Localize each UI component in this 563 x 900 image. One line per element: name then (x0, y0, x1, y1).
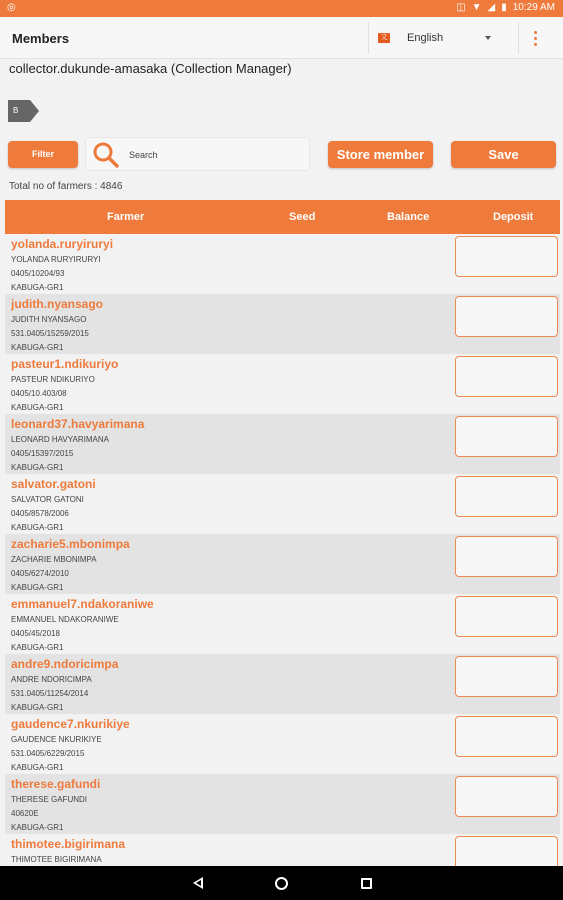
deposit-input[interactable] (455, 416, 558, 457)
farmer-name: LEONARD HAVYARIMANA (11, 435, 109, 444)
farmer-group: KABUGA-GR1 (11, 643, 64, 652)
app-bar (0, 17, 563, 59)
farmer-code: 531.0405/6229/2015 (11, 749, 85, 758)
table-row (5, 294, 560, 354)
deposit-input[interactable] (455, 476, 558, 517)
table-row (5, 774, 560, 834)
farmer-name: EMMANUEL NDAKORANIWE (11, 615, 119, 624)
farmer-username: gaudence7.nkurikiye (11, 717, 130, 731)
farmer-username: leonard37.havyarimana (11, 417, 145, 431)
column-header-farmer: Farmer (107, 211, 145, 223)
store-member-button[interactable]: Store member (328, 141, 433, 168)
overflow-menu-button[interactable] (518, 22, 550, 54)
farmer-code: 0405/6274/2010 (11, 569, 69, 578)
table-row (5, 534, 560, 594)
table-row (5, 474, 560, 534)
farmer-name: SALVATOR GATONI (11, 495, 84, 504)
farmer-name: THERESE GAFUNDI (11, 795, 88, 804)
home-icon[interactable] (275, 877, 288, 890)
language-flag-icon: 文 (378, 33, 390, 43)
table-row (5, 354, 560, 414)
farmer-name: PASTEUR NDIKURIYO (11, 375, 95, 384)
language-selected: English (407, 32, 444, 44)
deposit-input[interactable] (455, 656, 558, 697)
farmer-code: 0405/10204/93 (11, 269, 65, 278)
table-row (5, 234, 560, 294)
save-button[interactable]: Save (451, 141, 556, 168)
farmer-group: KABUGA-GR1 (11, 823, 64, 832)
farmer-group: KABUGA-GR1 (11, 763, 64, 772)
farmer-username: pasteur1.ndikuriyo (11, 357, 119, 371)
farmer-name: ZACHARIE MBONIMPA (11, 555, 97, 564)
farmer-code: 531.0405/15259/2015 (11, 329, 89, 338)
overflow-dot-icon (534, 37, 537, 40)
farmer-name: THIMOTEE BIGIRIMANA (11, 855, 102, 864)
deposit-input[interactable] (455, 356, 558, 397)
search-input[interactable] (85, 137, 310, 171)
farmer-group: KABUGA-GR1 (11, 463, 64, 472)
column-header-balance: Balance (387, 211, 430, 223)
tag-label: B (13, 106, 19, 115)
farmer-group: KABUGA-GR1 (11, 403, 64, 412)
deposit-input[interactable] (455, 236, 558, 277)
farmer-username: emmanuel7.ndakoraniwe (11, 597, 154, 611)
farmer-name: YOLANDA RURYIRURYI (11, 255, 101, 264)
tag-body (8, 100, 30, 122)
app-notification-icon: ◎ (7, 2, 16, 13)
farmer-code: 0405/15397/2015 (11, 449, 74, 458)
overflow-dot-icon (534, 31, 537, 34)
column-header-deposit: Deposit (493, 211, 534, 223)
table-header (5, 200, 560, 234)
chevron-down-icon (485, 36, 491, 40)
table-row (5, 594, 560, 654)
farmer-group: KABUGA-GR1 (11, 703, 64, 712)
overflow-dot-icon (534, 43, 537, 46)
tag-point (30, 100, 39, 122)
farmer-username: salvator.gatoni (11, 477, 96, 491)
search-icon[interactable] (92, 141, 120, 169)
recent-apps-icon[interactable] (361, 878, 372, 889)
farmer-code: 531.0405/11254/2014 (11, 689, 89, 698)
filter-button[interactable]: Filter (8, 141, 78, 168)
table-row (5, 714, 560, 774)
wifi-icon: ▼ (471, 2, 482, 13)
deposit-input[interactable] (455, 596, 558, 637)
deposit-input[interactable] (455, 716, 558, 757)
deposit-input[interactable] (455, 536, 558, 577)
farmer-username: andre9.ndoricimpa (11, 657, 119, 671)
farmer-name: JUDITH NYANSAGO (11, 315, 87, 324)
language-dropdown[interactable] (368, 22, 498, 54)
deposit-input[interactable] (455, 836, 558, 866)
column-header-seed: Seed (289, 211, 316, 223)
farmer-code: 40620E (11, 809, 39, 818)
back-icon[interactable] (193, 877, 203, 889)
table-row (5, 414, 560, 474)
farmer-group: KABUGA-GR1 (11, 283, 64, 292)
navigation-bar (0, 866, 563, 900)
farmer-username: judith.nyansago (11, 297, 104, 311)
farmer-group: KABUGA-GR1 (11, 343, 64, 352)
table-row (5, 834, 560, 866)
deposit-input[interactable] (455, 776, 558, 817)
farmer-group: KABUGA-GR1 (11, 583, 64, 592)
farmer-username: zacharie5.mbonimpa (11, 537, 130, 551)
deposit-input[interactable] (455, 296, 558, 337)
total-farmers-count: Total no of farmers : 4846 (9, 181, 123, 192)
farmer-username: yolanda.ruryiruryi (11, 237, 114, 251)
cell-signal-icon: ◢ (487, 2, 496, 13)
members-list[interactable] (5, 234, 560, 866)
vibrate-icon: ◫ (456, 2, 466, 13)
farmer-username: therese.gafundi (11, 777, 101, 791)
farmer-code: 0405/8578/2006 (11, 509, 69, 518)
farmer-code: 0405/10.403/08 (11, 389, 67, 398)
status-bar (0, 0, 563, 17)
farmer-name: ANDRE NDORICIMPA (11, 675, 92, 684)
search-placeholder: Search (129, 150, 158, 160)
farmer-code: 0405/45/2018 (11, 629, 60, 638)
battery-icon: ▮ (501, 2, 507, 13)
table-row (5, 654, 560, 714)
collector-label: collector.dukunde-amasaka (Collection Manager) (9, 61, 292, 76)
farmer-group: KABUGA-GR1 (11, 523, 64, 532)
page-title: Members (12, 31, 70, 46)
clock: 10:29 AM (512, 2, 555, 13)
status-icons (456, 2, 555, 13)
farmer-name: GAUDENCE NKURIKIYE (11, 735, 102, 744)
group-tag[interactable] (8, 100, 39, 122)
farmer-username: thimotee.bigirimana (11, 837, 126, 851)
